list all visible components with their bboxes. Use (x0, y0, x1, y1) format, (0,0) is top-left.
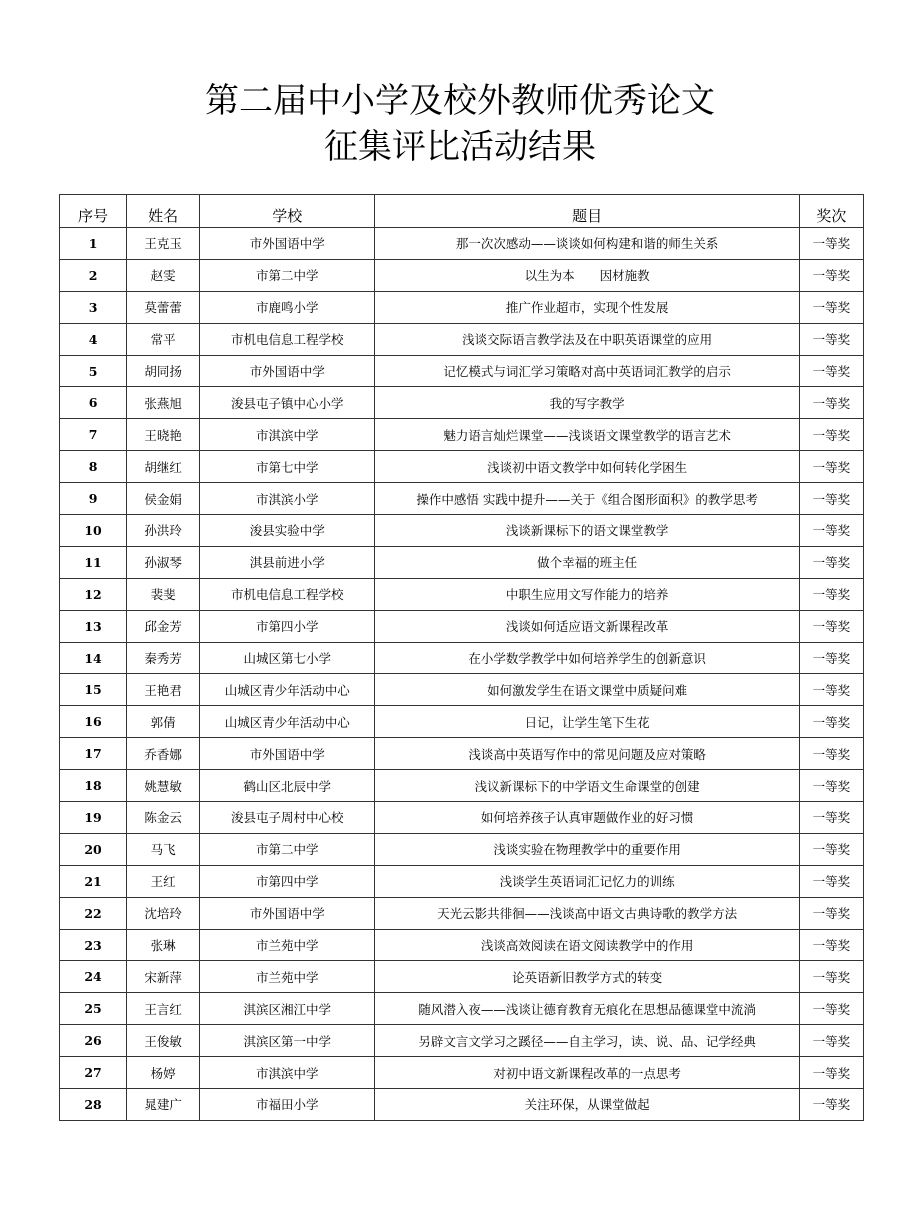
cell-name: 王俊敏 (127, 1025, 200, 1057)
cell-topic: 浅谈初中语文教学中如何转化学困生 (375, 451, 800, 483)
cell-name: 赵雯 (127, 259, 200, 291)
table-row (60, 291, 864, 323)
cell-name: 张琳 (127, 929, 200, 961)
table-body (60, 228, 864, 1121)
cell-topic: 浅谈实验在物理教学中的重要作用 (375, 833, 800, 865)
cell-topic: 浅谈高效阅读在语文阅读教学中的作用 (375, 929, 800, 961)
cell-topic: 以生为本 因材施教 (375, 259, 800, 291)
cell-topic: 论英语新旧教学方式的转变 (375, 961, 800, 993)
cell-index: 21 (60, 865, 127, 897)
cell-award: 一等奖 (799, 323, 863, 355)
cell-index: 1 (60, 228, 127, 260)
cell-index: 9 (60, 483, 127, 515)
table-row (60, 419, 864, 451)
cell-name: 胡继红 (127, 451, 200, 483)
cell-school: 山城区青少年活动中心 (200, 706, 375, 738)
table-row (60, 1025, 864, 1057)
table-row (60, 897, 864, 929)
cell-name: 胡同扬 (127, 355, 200, 387)
table-row (60, 515, 864, 547)
cell-school: 市第四中学 (200, 865, 375, 897)
cell-topic: 在小学数学教学中如何培养学生的创新意识 (375, 642, 800, 674)
cell-index: 28 (60, 1089, 127, 1121)
cell-school: 市第四小学 (200, 610, 375, 642)
cell-school: 淇滨区湘江中学 (200, 993, 375, 1025)
cell-name: 王艳君 (127, 674, 200, 706)
table-row (60, 546, 864, 578)
cell-award: 一等奖 (799, 993, 863, 1025)
cell-award: 一等奖 (799, 1025, 863, 1057)
cell-topic: 对初中语文新课程改革的一点思考 (375, 1057, 800, 1089)
cell-name: 王红 (127, 865, 200, 897)
cell-school: 市兰苑中学 (200, 961, 375, 993)
table-row (60, 802, 864, 834)
cell-index: 16 (60, 706, 127, 738)
cell-topic: 日记，让学生笔下生花 (375, 706, 800, 738)
cell-award: 一等奖 (799, 610, 863, 642)
cell-school: 市第七中学 (200, 451, 375, 483)
cell-school: 市外国语中学 (200, 897, 375, 929)
cell-index: 26 (60, 1025, 127, 1057)
cell-award: 一等奖 (799, 291, 863, 323)
cell-school: 市兰苑中学 (200, 929, 375, 961)
cell-index: 2 (60, 259, 127, 291)
cell-index: 22 (60, 897, 127, 929)
cell-topic: 浅谈交际语言教学法及在中职英语课堂的应用 (375, 323, 800, 355)
cell-index: 13 (60, 610, 127, 642)
cell-index: 7 (60, 419, 127, 451)
cell-index: 20 (60, 833, 127, 865)
cell-index: 10 (60, 515, 127, 547)
cell-topic: 浅谈新课标下的语文课堂教学 (375, 515, 800, 547)
cell-school: 市外国语中学 (200, 228, 375, 260)
cell-index: 25 (60, 993, 127, 1025)
table-row (60, 387, 864, 419)
cell-index: 24 (60, 961, 127, 993)
cell-topic: 随风潜入夜——浅谈让德育教育无痕化在思想品德课堂中流淌 (375, 993, 800, 1025)
cell-award: 一等奖 (799, 833, 863, 865)
cell-name: 姚慧敏 (127, 770, 200, 802)
cell-topic: 做个幸福的班主任 (375, 546, 800, 578)
header-name: 姓名 (127, 195, 200, 228)
header-award: 奖次 (799, 195, 863, 228)
cell-index: 15 (60, 674, 127, 706)
table-row (60, 1089, 864, 1121)
cell-award: 一等奖 (799, 897, 863, 929)
cell-award: 一等奖 (799, 419, 863, 451)
table-row (60, 1057, 864, 1089)
cell-index: 17 (60, 738, 127, 770)
table-row (60, 833, 864, 865)
cell-index: 23 (60, 929, 127, 961)
cell-school: 市机电信息工程学校 (200, 323, 375, 355)
table-row (60, 323, 864, 355)
cell-name: 邱金芳 (127, 610, 200, 642)
cell-topic: 关注环保，从课堂做起 (375, 1089, 800, 1121)
cell-topic: 魅力语言灿烂课堂——浅谈语文课堂教学的语言艺术 (375, 419, 800, 451)
cell-school: 浚县实验中学 (200, 515, 375, 547)
cell-school: 市外国语中学 (200, 355, 375, 387)
table-row (60, 674, 864, 706)
cell-award: 一等奖 (799, 642, 863, 674)
cell-topic: 浅谈高中英语写作中的常见问题及应对策略 (375, 738, 800, 770)
cell-award: 一等奖 (799, 259, 863, 291)
cell-school: 市第二中学 (200, 259, 375, 291)
table-row (60, 355, 864, 387)
cell-school: 市鹿鸣小学 (200, 291, 375, 323)
table-row (60, 259, 864, 291)
cell-school: 淇县前进小学 (200, 546, 375, 578)
cell-school: 山城区第七小学 (200, 642, 375, 674)
cell-topic: 中职生应用文写作能力的培养 (375, 578, 800, 610)
page-title-line1: 第二届中小学及校外教师优秀论文 (205, 81, 715, 121)
cell-school: 山城区青少年活动中心 (200, 674, 375, 706)
cell-topic: 那一次次感动——谈谈如何构建和谐的师生关系 (375, 228, 800, 260)
header-index: 序号 (60, 195, 127, 228)
cell-index: 12 (60, 578, 127, 610)
cell-award: 一等奖 (799, 546, 863, 578)
cell-name: 沈培玲 (127, 897, 200, 929)
cell-name: 侯金娟 (127, 483, 200, 515)
cell-name: 晁建广 (127, 1089, 200, 1121)
cell-school: 市机电信息工程学校 (200, 578, 375, 610)
cell-award: 一等奖 (799, 451, 863, 483)
cell-topic: 操作中感悟 实践中提升——关于《组合图形面积》的教学思考 (375, 483, 800, 515)
table-row (60, 706, 864, 738)
table-row (60, 451, 864, 483)
table-header-row (60, 195, 864, 228)
cell-name: 孙洪玲 (127, 515, 200, 547)
cell-school: 市福田小学 (200, 1089, 375, 1121)
cell-name: 乔香娜 (127, 738, 200, 770)
table-row (60, 929, 864, 961)
cell-award: 一等奖 (799, 802, 863, 834)
cell-award: 一等奖 (799, 674, 863, 706)
cell-award: 一等奖 (799, 1057, 863, 1089)
cell-award: 一等奖 (799, 515, 863, 547)
cell-name: 陈金云 (127, 802, 200, 834)
cell-topic: 推广作业超市，实现个性发展 (375, 291, 800, 323)
table-row (60, 738, 864, 770)
cell-school: 市第二中学 (200, 833, 375, 865)
table-row (60, 770, 864, 802)
cell-index: 6 (60, 387, 127, 419)
cell-index: 27 (60, 1057, 127, 1089)
table-row (60, 228, 864, 260)
cell-index: 3 (60, 291, 127, 323)
cell-school: 市淇滨小学 (200, 483, 375, 515)
table-row (60, 578, 864, 610)
cell-topic: 浅谈学生英语词汇记忆力的训练 (375, 865, 800, 897)
page-title-line2: 征集评比活动结果 (324, 127, 596, 167)
cell-name: 秦秀芳 (127, 642, 200, 674)
cell-name: 王晓艳 (127, 419, 200, 451)
cell-topic: 另辟文言文学习之蹊径——自主学习，读、说、品、记学经典 (375, 1025, 800, 1057)
cell-name: 张燕旭 (127, 387, 200, 419)
cell-name: 王克玉 (127, 228, 200, 260)
table-row (60, 642, 864, 674)
cell-award: 一等奖 (799, 387, 863, 419)
cell-index: 14 (60, 642, 127, 674)
cell-award: 一等奖 (799, 770, 863, 802)
cell-topic: 记忆模式与词汇学习策略对高中英语词汇教学的启示 (375, 355, 800, 387)
cell-award: 一等奖 (799, 1089, 863, 1121)
cell-school: 市外国语中学 (200, 738, 375, 770)
cell-topic: 浅谈如何适应语文新课程改革 (375, 610, 800, 642)
cell-topic: 天光云影共徘徊——浅谈高中语文古典诗歌的教学方法 (375, 897, 800, 929)
results-table (59, 194, 864, 1121)
cell-index: 19 (60, 802, 127, 834)
cell-name: 郭倩 (127, 706, 200, 738)
cell-school: 浚县屯子周村中心校 (200, 802, 375, 834)
cell-topic: 我的写字教学 (375, 387, 800, 419)
cell-school: 市淇滨中学 (200, 419, 375, 451)
cell-name: 杨婷 (127, 1057, 200, 1089)
cell-name: 宋新萍 (127, 961, 200, 993)
cell-award: 一等奖 (799, 929, 863, 961)
cell-name: 莫蕾蕾 (127, 291, 200, 323)
table-row (60, 610, 864, 642)
cell-index: 8 (60, 451, 127, 483)
cell-topic: 浅议新课标下的中学语文生命课堂的创建 (375, 770, 800, 802)
cell-school: 浚县屯子镇中心小学 (200, 387, 375, 419)
table-row (60, 961, 864, 993)
table-row (60, 483, 864, 515)
cell-name: 马飞 (127, 833, 200, 865)
cell-name: 裴斐 (127, 578, 200, 610)
cell-index: 5 (60, 355, 127, 387)
cell-name: 王言红 (127, 993, 200, 1025)
cell-topic: 如何培养孩子认真审题做作业的好习惯 (375, 802, 800, 834)
table-row (60, 865, 864, 897)
table-row (60, 993, 864, 1025)
cell-award: 一等奖 (799, 228, 863, 260)
cell-award: 一等奖 (799, 865, 863, 897)
header-school: 学校 (200, 195, 375, 228)
cell-name: 孙淑琴 (127, 546, 200, 578)
cell-award: 一等奖 (799, 483, 863, 515)
cell-index: 11 (60, 546, 127, 578)
cell-award: 一等奖 (799, 706, 863, 738)
cell-award: 一等奖 (799, 738, 863, 770)
cell-award: 一等奖 (799, 578, 863, 610)
cell-school: 市淇滨中学 (200, 1057, 375, 1089)
cell-index: 4 (60, 323, 127, 355)
cell-school: 鹤山区北辰中学 (200, 770, 375, 802)
cell-award: 一等奖 (799, 961, 863, 993)
cell-award: 一等奖 (799, 355, 863, 387)
cell-name: 常平 (127, 323, 200, 355)
cell-school: 淇滨区第一中学 (200, 1025, 375, 1057)
cell-topic: 如何激发学生在语文课堂中质疑问难 (375, 674, 800, 706)
header-topic: 题目 (375, 195, 800, 228)
cell-index: 18 (60, 770, 127, 802)
